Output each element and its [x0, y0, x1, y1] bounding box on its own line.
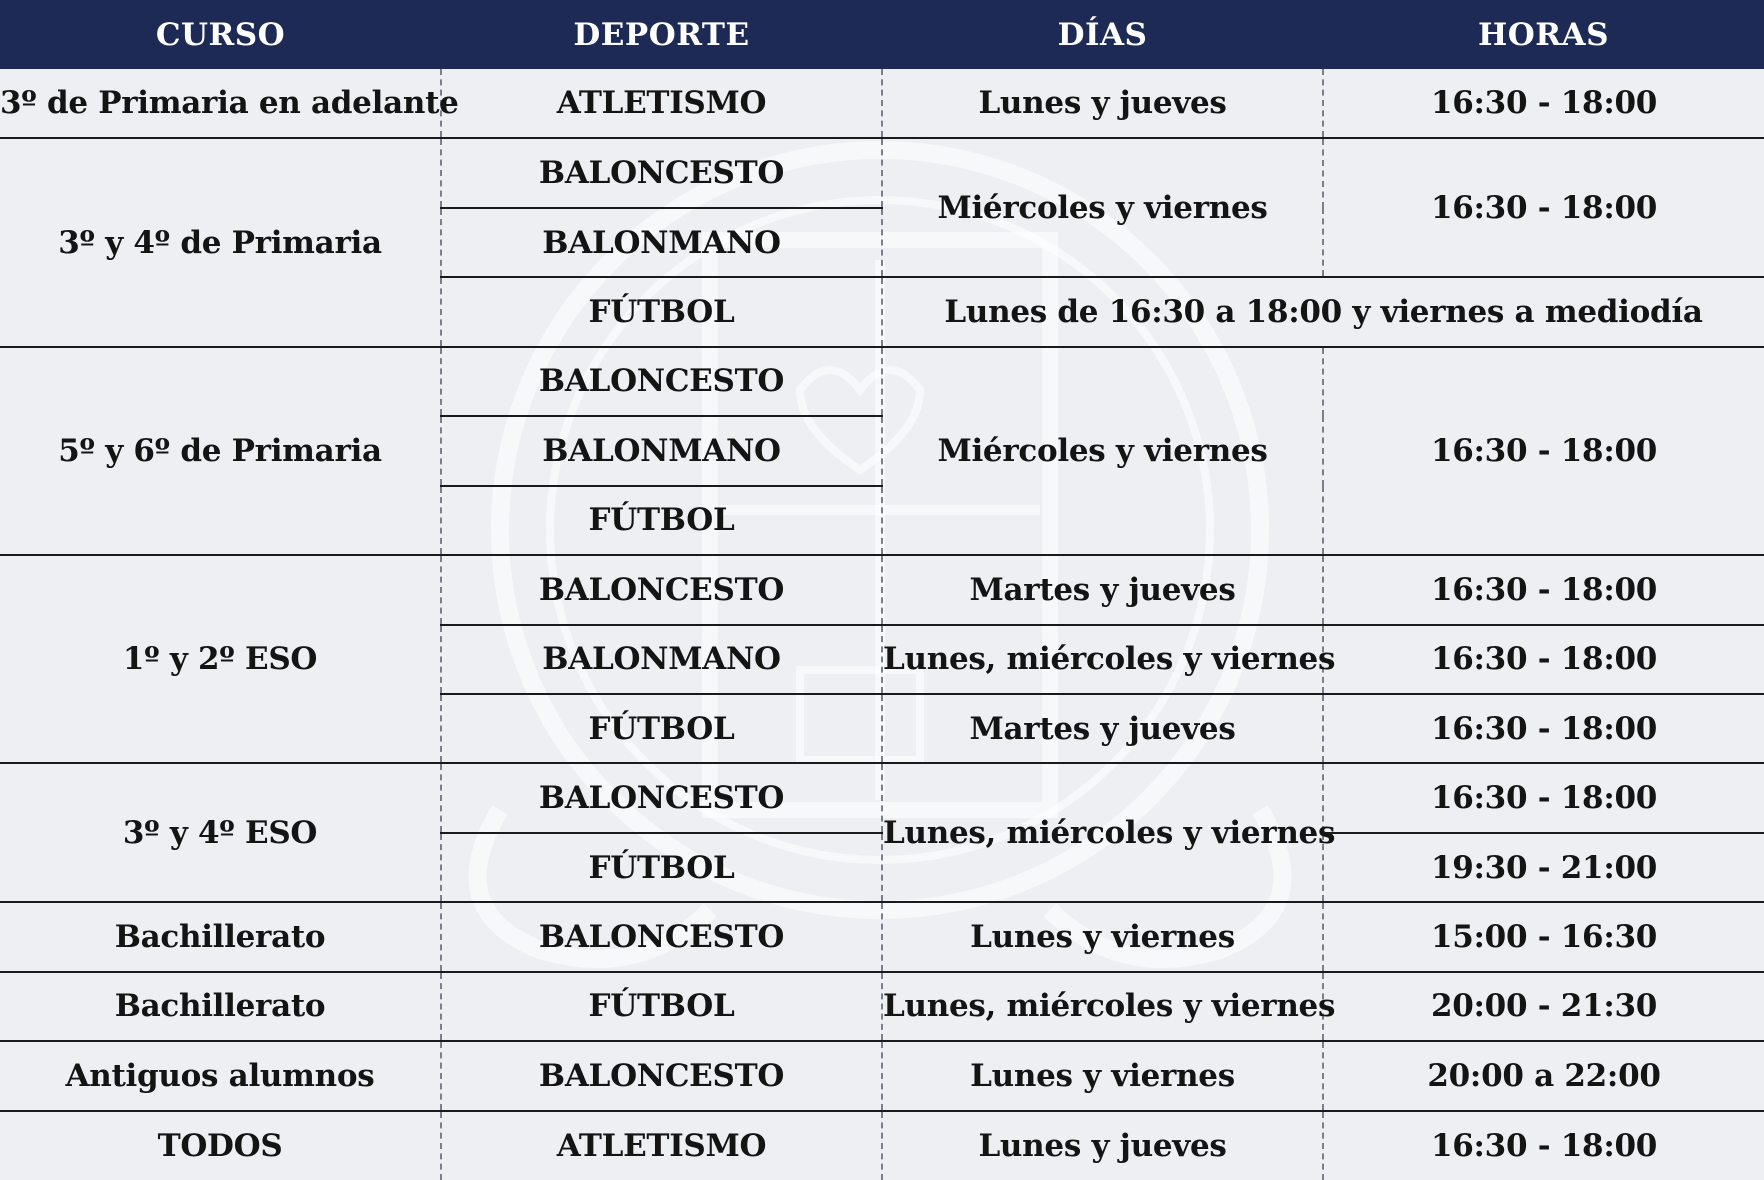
cell-deporte: ATLETISMO: [441, 1111, 882, 1180]
cell-curso: 3º y 4º ESO: [0, 763, 441, 902]
cell-curso: Bachillerato: [0, 972, 441, 1041]
cell-deporte: BALONCESTO: [441, 902, 882, 971]
table-header-row: [0, 0, 1764, 69]
cell-horas: 16:30 - 18:00: [1323, 555, 1764, 624]
cell-deporte: FÚTBOL: [441, 972, 882, 1041]
cell-horas: 16:30 - 18:00: [1323, 625, 1764, 694]
cell-horas: 16:30 - 18:00: [1323, 763, 1764, 832]
cell-deporte: BALONCESTO: [441, 763, 882, 832]
cell-horas: 16:30 - 18:00: [1323, 694, 1764, 763]
cell-deporte: BALONMANO: [441, 416, 882, 485]
cell-horas: 20:00 - 21:30: [1323, 972, 1764, 1041]
table-row: [0, 763, 1764, 832]
cell-horas: 20:00 a 22:00: [1323, 1041, 1764, 1110]
cell-dias: Miércoles y viernes: [882, 347, 1323, 555]
table-row: [0, 69, 1764, 138]
cell-horas: 19:30 - 21:00: [1323, 833, 1764, 902]
table-row: [0, 555, 1764, 624]
cell-curso: 3º y 4º de Primaria: [0, 138, 441, 346]
cell-horas: 16:30 - 18:00: [1323, 69, 1764, 138]
cell-dias: Lunes, miércoles y viernes: [882, 972, 1323, 1041]
cell-deporte: BALONCESTO: [441, 347, 882, 416]
table-row: [0, 138, 1764, 207]
table-row: [0, 1041, 1764, 1110]
cell-dias: Martes y jueves: [882, 694, 1323, 763]
cell-curso: Antiguos alumnos: [0, 1041, 441, 1110]
cell-deporte: ATLETISMO: [441, 69, 882, 138]
cell-curso: Bachillerato: [0, 902, 441, 971]
cell-curso: 5º y 6º de Primaria: [0, 347, 441, 555]
cell-deporte: BALONCESTO: [441, 555, 882, 624]
cell-horas: 16:30 - 18:00: [1323, 347, 1764, 555]
cell-horas: 15:00 - 16:30: [1323, 902, 1764, 971]
cell-deporte: BALONCESTO: [441, 1041, 882, 1110]
cell-dias: Lunes, miércoles y viernes: [882, 763, 1323, 902]
cell-horas: 16:30 - 18:00: [1323, 138, 1764, 277]
cell-curso: TODOS: [0, 1111, 441, 1180]
cell-dias: Lunes, miércoles y viernes: [882, 625, 1323, 694]
table-row: [0, 972, 1764, 1041]
cell-dias: Martes y jueves: [882, 555, 1323, 624]
cell-dias: Lunes y jueves: [882, 69, 1323, 138]
table-row: [0, 1111, 1764, 1180]
table-row: [0, 902, 1764, 971]
cell-deporte: FÚTBOL: [441, 833, 882, 902]
cell-deporte: BALONMANO: [441, 208, 882, 277]
table-row: [0, 347, 1764, 416]
cell-dias: Miércoles y viernes: [882, 138, 1323, 277]
header-deporte: DEPORTE: [441, 0, 882, 69]
cell-deporte: FÚTBOL: [441, 694, 882, 763]
cell-deporte: BALONCESTO: [441, 138, 882, 207]
cell-deporte: FÚTBOL: [441, 277, 882, 346]
header-curso: CURSO: [0, 0, 441, 69]
header-horas: HORAS: [1323, 0, 1764, 69]
cell-deporte: BALONMANO: [441, 625, 882, 694]
cell-deporte: FÚTBOL: [441, 486, 882, 555]
cell-dias-horas-merged: Lunes de 16:30 a 18:00 y viernes a mediodía: [882, 277, 1764, 346]
header-dias: DÍAS: [882, 0, 1323, 69]
cell-dias: Lunes y viernes: [882, 1041, 1323, 1110]
cell-curso: 3º de Primaria en adelante: [0, 85, 459, 122]
cell-dias: Lunes y jueves: [882, 1111, 1323, 1180]
cell-curso: 1º y 2º ESO: [0, 555, 441, 763]
cell-horas: 16:30 - 18:00: [1323, 1111, 1764, 1180]
cell-dias: Lunes y viernes: [882, 902, 1323, 971]
